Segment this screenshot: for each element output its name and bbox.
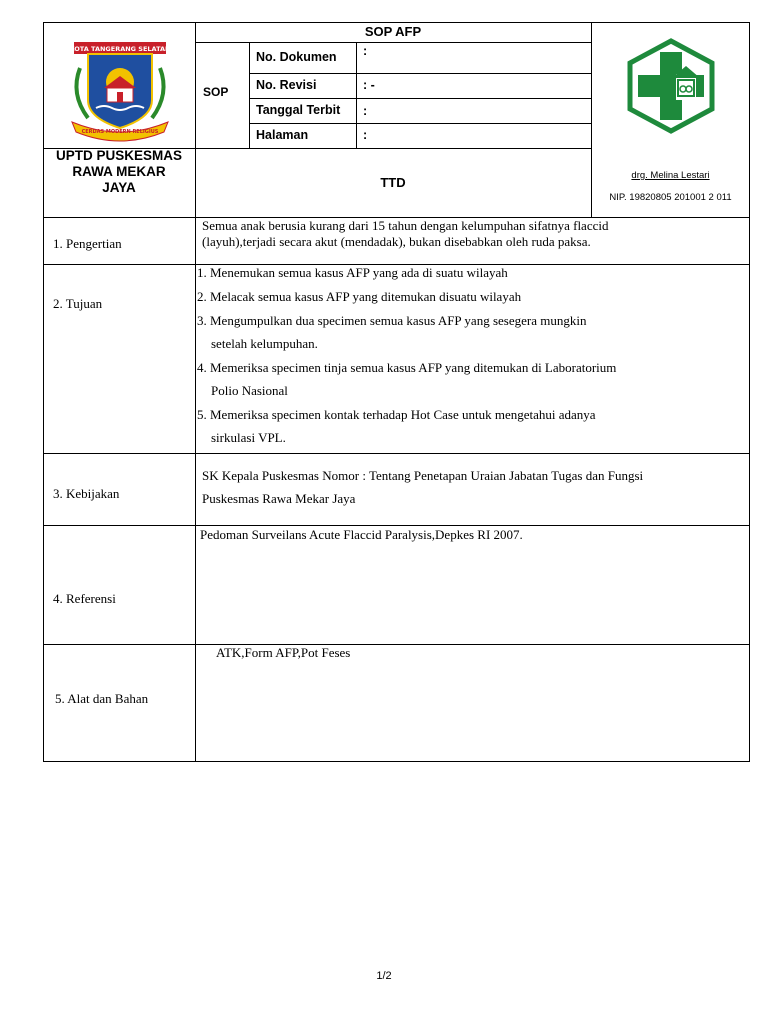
row-line-tujuan: [43, 453, 750, 454]
header-divider-right: [591, 22, 592, 218]
field-label-no-revisi: No. Revisi: [256, 78, 317, 92]
alat-bahan-text: ATK,Form AFP,Pot Feses: [216, 645, 351, 660]
tujuan-item-5-cont: sirkulasi VPL.: [211, 430, 286, 445]
title-row-line: [195, 42, 591, 43]
header-divider-left: [195, 22, 196, 264]
row-line-kebijakan: [43, 525, 750, 526]
city-crest-logo: [58, 38, 182, 142]
field-row-line-2: [249, 98, 591, 99]
sop-label: SOP: [203, 85, 229, 99]
field-value-tanggal-terbit: :: [363, 104, 368, 118]
section-label-referensi: 4. Referensi: [53, 591, 116, 606]
kebijakan-text-line-2: Puskesmas Rawa Mekar Jaya: [202, 491, 356, 506]
row-line-referensi: [43, 644, 750, 645]
crest-motto-text: CERDAS MODERN RELIGIUS: [81, 129, 159, 135]
signatory-name: drg. Melina Lestari: [631, 170, 710, 181]
tujuan-item-4-cont: Polio Nasional: [211, 383, 288, 398]
body-column-divider: [195, 264, 196, 762]
section-label-pengertian: 1. Pengertian: [53, 236, 122, 251]
field-value-divider: [356, 42, 357, 149]
kebijakan-text-line-1: SK Kepala Puskesmas Nomor : Tentang Penetapan Uraian Jabatan Tugas dan Fungsi: [202, 468, 644, 483]
signatory-nip: NIP. 19820805 201001 2 011: [609, 192, 732, 203]
tujuan-item-2: 2. Melacak semua kasus AFP yang ditemukan disuatu wilayah: [197, 289, 522, 304]
tujuan-item-4: 4. Memeriksa specimen tinja semua kasus AFP yang ditemukan di Laboratorium: [197, 360, 617, 375]
pengertian-text-line-1: Semua anak berusia kurang dari 15 tahun dengan kelumpuhan sifatnya flaccid: [202, 218, 609, 233]
org-name-line-1: UPTD PUSKESMAS: [55, 148, 182, 163]
tujuan-item-3-cont: setelah kelumpuhan.: [211, 336, 318, 351]
puskesmas-logo: [624, 38, 718, 134]
field-row-line-1: [249, 73, 591, 74]
ttd-label: TTD: [380, 175, 406, 190]
section-label-kebijakan: 3. Kebijakan: [53, 486, 120, 501]
tujuan-item-3: 3. Mengumpulkan dua specimen semua kasus AFP yang sesegera mungkin: [197, 313, 587, 328]
sop-label-divider: [249, 42, 250, 149]
pengertian-text-line-2: (layuh),terjadi secara akut (mendadak), bukan disebabkan oleh ruda paksa.: [202, 234, 591, 249]
tujuan-item-5: 5. Memeriksa specimen kontak terhadap Hot Case untuk mengetahui adanya: [197, 407, 596, 422]
field-value-no-dokumen: :: [363, 44, 368, 58]
crest-ribbon-text: KOTA TANGERANG SELATAN: [69, 45, 171, 53]
field-row-line-3: [249, 123, 591, 124]
page-number: 1/2: [376, 970, 392, 982]
field-value-no-revisi: : -: [363, 78, 375, 92]
org-name-line-2: RAWA MEKAR: [72, 164, 166, 179]
tujuan-item-1: 1. Menemukan semua kasus AFP yang ada di suatu wilayah: [197, 265, 508, 280]
referensi-text: Pedoman Surveilans Acute Flaccid Paralysis,Depkes RI 2007.: [200, 527, 523, 542]
section-label-tujuan: 2. Tujuan: [53, 296, 103, 311]
section-label-alat-bahan: 5. Alat dan Bahan: [55, 691, 149, 706]
field-label-halaman: Halaman: [256, 128, 309, 142]
org-name-line-3: JAYA: [102, 180, 136, 195]
field-value-halaman: :: [363, 128, 368, 142]
field-label-tanggal-terbit: Tanggal Terbit: [256, 103, 341, 117]
field-label-no-dokumen: No. Dokumen: [256, 50, 337, 64]
document-title: SOP AFP: [364, 24, 422, 39]
